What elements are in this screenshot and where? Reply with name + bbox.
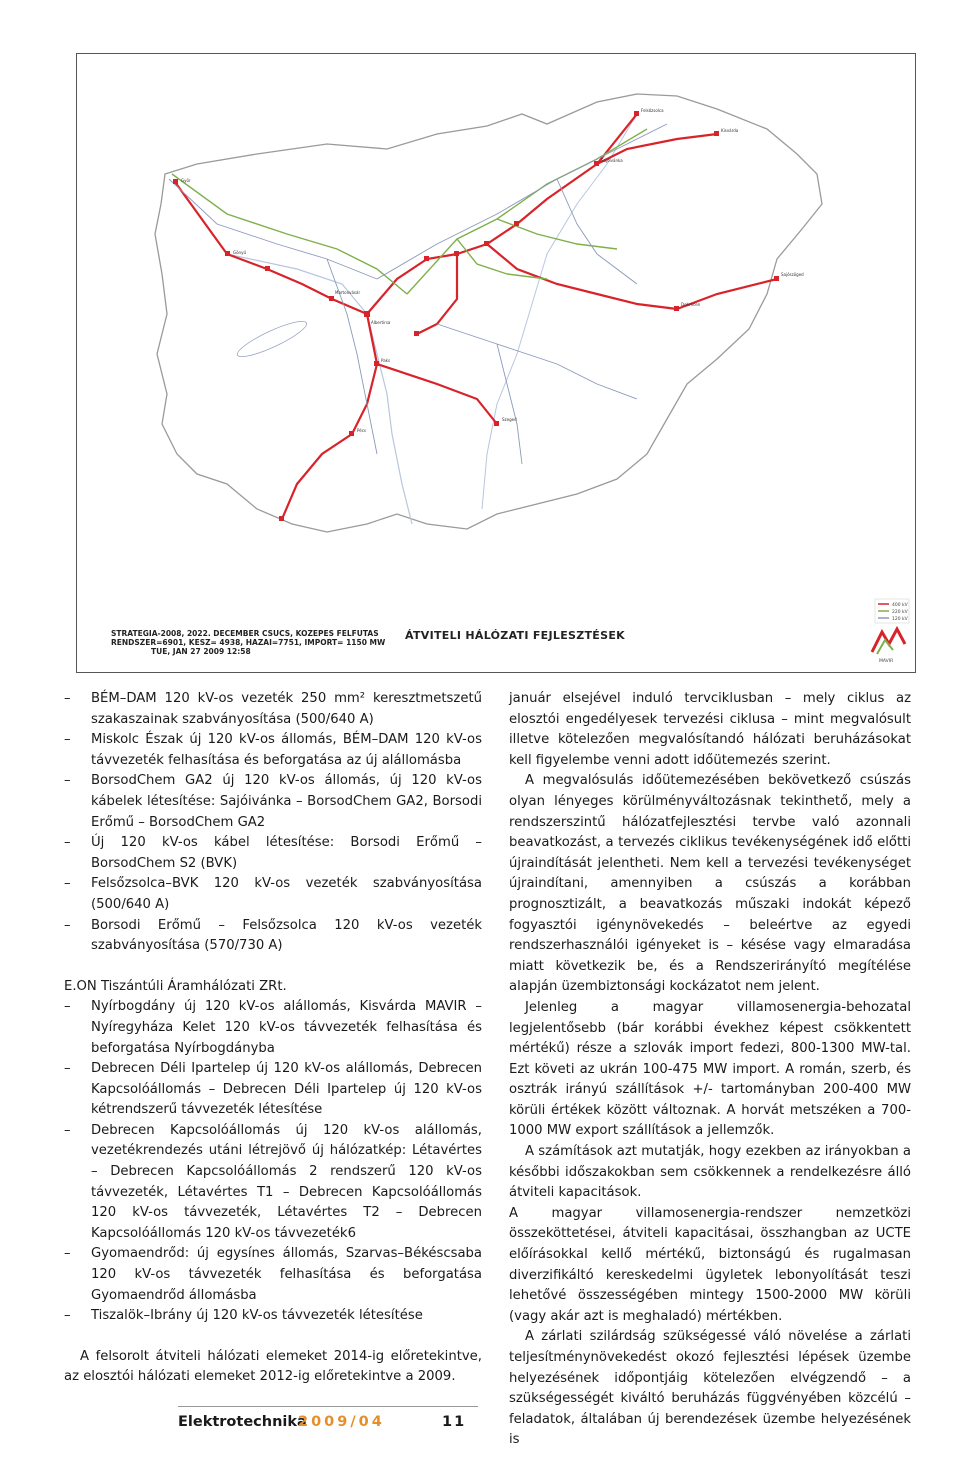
svg-text:Kisvárda: Kisvárda [721, 128, 739, 133]
lines-220kv [172, 129, 647, 294]
map-header-line2: RENDSZER=6901, KESZ= 4938, HAZAI=7751, IMPORT= 1150 MW [111, 638, 386, 647]
list-item: – Debrecen Déli Ipartelep új 120 kV-os alállomás, Debrecen Kapcsolóállomás – Debrecen Déli Ipartelep új 120 kV-os kétrendszerű távvezeték létesítése [64, 1061, 482, 1118]
legend-220: 220 kV [892, 610, 908, 615]
lake-balaton [234, 316, 310, 363]
paragraph: A számítások azt mutatják, hogy ezekben az irányokban a későbbi időszakokban sem csökkennek a rendelkezésre álló átviteli kapacitások. [509, 1144, 911, 1201]
lines-120kv [169, 124, 667, 464]
country-border [155, 94, 822, 532]
paragraph: A zárlati szilárdság szükségessé váló növelése a zárlati teljesítménynövekedést okozó fejlesztési lépések üzembe helyezésének időpontjáig kötelezően elvégzendő – a szükségességét kiváltó beruházás függvényében közcélú – feladatok, általában új berendezések üzembe helyezésének is [509, 1329, 911, 1448]
list-item: – Borsodi Erőmű – Felsőzsolca 120 kV-os vezeték szabványosítása (570/730 A) [64, 917, 482, 954]
list-item: – Gyomaendrőd: új egysínes állomás, Szarvas–Békéscsaba 120 kV-os távvezeték felhasítása és beforgatása Gyomaendrőd állomásba [64, 1246, 482, 1303]
map-legend [875, 599, 909, 623]
footer-rule [178, 1406, 478, 1407]
map-header-line1: STRATEGIA-2008, 2022. DECEMBER CSUCS, KOZEPES FELFUTAS [111, 629, 379, 638]
section-heading: E.ON Tiszántúli Áramhálózati ZRt. [64, 978, 287, 994]
page-number: 11 [442, 1414, 467, 1430]
svg-text:Paks: Paks [381, 358, 391, 363]
svg-text:Felsőzsolca: Felsőzsolca [641, 108, 664, 113]
legend-400: 400 kV [892, 603, 908, 608]
svg-text:Gönyű: Gönyű [233, 250, 246, 255]
right-column [509, 689, 911, 1451]
svg-text:Pécs: Pécs [357, 428, 367, 433]
magazine-name: Elektrotechnika [178, 1414, 307, 1430]
list-item: – BorsodChem GA2 új 120 kV-os állomás, új 120 kV-os kábelek létesítése: Sajóivánka – BorsodChem GA2, Borsodi Erőmű – BorsodChem GA2 [64, 773, 482, 830]
station-labels [181, 108, 804, 433]
lines-400kv [175, 114, 777, 519]
svg-text:Albertirsa: Albertirsa [371, 320, 391, 325]
list-item: – Felsőzsolca–BVK 120 kV-os vezeték szabványosítása (500/640 A) [64, 876, 482, 912]
mavir-logo-text: MAVIR [879, 659, 894, 664]
legend-120: 120 kV [892, 617, 908, 622]
list-item: – Miskolc Észak új 120 kV-os állomás, BÉM–DAM 120 kV-os távvezeték felhasítása és beforgatása az új alállomásba [64, 732, 482, 768]
issue-number: 2009/04 [298, 1414, 385, 1430]
svg-text:Sajószöged: Sajószöged [781, 272, 804, 277]
transmission-map-figure [76, 53, 916, 673]
svg-text:Debrecen: Debrecen [681, 302, 701, 307]
paragraph: A megvalósulás időütemezésében bekövetkező csúszás olyan lényeges körülményváltozásnak tekinthető, mely a rendszerszintű hálózatfejlesztési tervbe való azonnali beavatkozást, a tervezés ciklikus tevékenységének idő előtti újraindítását jelentheti. Nem kell a tervezési tevékenységet újraindítani, amennyiben a csúszás a korábban prognosztizált, a beavatkozás műszaki indokát képező fogyasztói igénynövekedés – beleértve az egyedi rendszerhasználói igényeket is – késése vagy elmaradása miatt következik be, és a Rendszerirányító megítélése alapján üzembiztonsági kockázatot nem jelent. [509, 773, 911, 995]
substation-markers [173, 111, 779, 521]
list-item: – BÉM–DAM 120 kV-os vezeték 250 mm² keresztmetszetű szakaszainak szabványosítása (500/640 A) [64, 691, 482, 727]
paragraph-continuation: január elsejével induló tervciklusban – mely ciklus az elosztói engedélyesek tervezési ciklusa – mint megvalósult illetve kötelezően megvalósítandó hálózati beruházásokat kell figyelembe venni adott időütemezés szerint. [509, 691, 911, 768]
left-column [64, 689, 482, 1388]
map-header-line3: TUE, JAN 27 2009 12:58 [151, 647, 251, 656]
list-item: – Debrecen Kapcsolóállomás új 120 kV-os alállomás, vezetékrendezés utáni létrejövő új hálózatkép: Létavértes – Debrecen Kapcsolóállomás 2 rendszerű 120 kV-os távvezeték, Létavértes T1 – Debrecen Kapcsolóállomás 120 kV-os távvezeték, Létavértes T2 – Debrecen Kapcsolóállomás 120 kV-os távvezeték6 [64, 1122, 482, 1241]
svg-text:Györ: Györ [181, 178, 191, 183]
page-footer [178, 1406, 478, 1436]
svg-text:Szeged: Szeged [502, 417, 517, 422]
paragraph: Jelenleg a magyar villamosenergia-behozatal legjelentősebb (bár korábbi évekhez képest csökkentett mértékű) része a szlovák import fedezi, 800-1300 MW-tal. Ezt követi az ukrán 100-475 MW import. A román, szerb, és osztrák irányú szállítások +/- tartományban 200-400 MW körüli értékek között változnak. A horvát metszéken a 700-1000 MW export szállítások a jellemzők. [509, 999, 911, 1139]
svg-text:Martonvásár: Martonvásár [335, 290, 361, 295]
mavir-logo [872, 629, 905, 664]
closing-paragraph: A felsorolt átviteli hálózati elemeket 2014-ig előretekintve, az elosztói hálózati elemeket 2012-ig előretekintve a 2009. [64, 1348, 482, 1385]
map-title: ÁTVITELI HÁLÓZATI FEJLESZTÉSEK [405, 629, 625, 642]
list-item: – Új 120 kV-os kábel létesítése: Borsodi Erőmű – BorsodChem S2 (BVK) [64, 835, 482, 871]
river-tisza [482, 114, 637, 509]
paragraph: A magyar villamosenergia-rendszer nemzetközi összeköttetései, átviteli kapacitásai, összhangban az UCTE előírásokkal kellő mértékű, biztonságú és rugalmasan diverzifikáltó kereskedelmi ügyletek lebonyolítását teszi lehetővé összességében mintegy 1500-2000 MW körüli (vagy akár azt is meghaladó) mértékben. [509, 1205, 911, 1324]
hungary-grid-map [77, 54, 915, 672]
svg-text:Sajóivánka: Sajóivánka [601, 158, 623, 163]
list-item: – Tiszalök–Ibrány új 120 kV-os távvezeték létesítése [64, 1308, 423, 1324]
list-item: – Nyírbogdány új 120 kV-os alállomás, Kisvárda MAVIR – Nyíregyháza Kelet 120 kV-os távvezeték felhasítása és beforgatása Nyírbogdányba [64, 999, 482, 1056]
